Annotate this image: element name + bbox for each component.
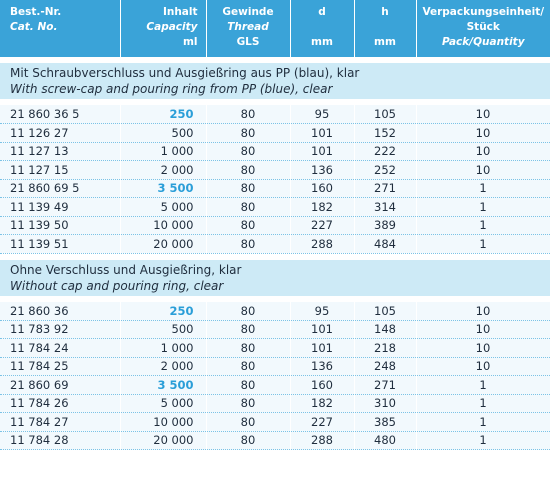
cell-thread: 80 [206,376,290,395]
cell-cat-no: 11 139 50 [0,216,120,235]
table-row [0,198,550,217]
cell-thread: 80 [206,431,290,450]
table-row [0,105,550,124]
cell-pack: 10 [416,161,550,180]
cell-thread: 80 [206,161,290,180]
table-body [0,57,550,450]
table-row [0,357,550,376]
header-pack-de: Verpackungseinheit/ [422,6,545,18]
cell-capacity: 20 000 [120,235,206,254]
section-title-en: Without cap and pouring ring, clear [10,278,224,293]
cell-cat-no: 21 860 36 5 [0,105,120,124]
table-row [0,161,550,180]
section-header [0,63,550,99]
cell-h: 314 [354,198,416,217]
cell-d: 160 [290,376,354,395]
cell-h: 148 [354,320,416,339]
cell-d: 95 [290,105,354,124]
cell-cat-no: 21 860 69 5 [0,179,120,198]
cell-pack: 10 [416,320,550,339]
cell-h: 271 [354,179,416,198]
section-title [0,63,550,99]
cell-capacity: 1 000 [120,142,206,161]
cell-h: 389 [354,216,416,235]
header-d-unit: mm [311,36,333,48]
table-row [0,124,550,143]
cell-h: 218 [354,339,416,358]
table-row [0,142,550,161]
cell-cat-no: 11 127 13 [0,142,120,161]
cell-d: 288 [290,431,354,450]
section-title-en: With screw-cap and pouring ring from PP (blue), clear [10,82,333,96]
header-capacity-unit: ml [182,36,198,48]
cell-pack: 1 [416,198,550,217]
header-d-label: d [318,6,326,18]
cell-capacity: 2 000 [120,357,206,376]
header-capacity-en: Capacity [146,21,198,33]
cell-h: 480 [354,431,416,450]
header-pack [416,0,550,57]
cell-d: 101 [290,142,354,161]
cell-d: 95 [290,302,354,321]
cell-capacity: 500 [120,320,206,339]
cell-h: 271 [354,376,416,395]
cell-cat-no: 11 784 27 [0,413,120,432]
table-row [0,302,550,321]
table-header [0,0,550,57]
cell-h: 222 [354,142,416,161]
section-title [0,260,550,296]
cell-pack: 10 [416,339,550,358]
header-thread [206,0,290,57]
section-title-de: Mit Schraubverschluss und Ausgießring aus PP (blau), klar [10,66,360,80]
cell-capacity: 5 000 [120,394,206,413]
cell-pack: 1 [416,413,550,432]
cell-cat-no: 11 783 92 [0,320,120,339]
cell-cat-no: 11 784 25 [0,357,120,376]
table-row [0,320,550,339]
cell-d: 101 [290,320,354,339]
cell-thread: 80 [206,235,290,254]
cell-h: 152 [354,124,416,143]
cell-thread: 80 [206,302,290,321]
cell-cat-no: 11 139 49 [0,198,120,217]
header-pack-en: Pack/Quantity [441,36,525,48]
cell-d: 182 [290,394,354,413]
cell-capacity: 1 000 [120,339,206,358]
cell-pack: 10 [416,105,550,124]
table-row [0,216,550,235]
table-row [0,339,550,358]
table-row [0,413,550,432]
header-thread-unit: GLS [236,36,260,48]
cell-cat-no: 11 784 24 [0,339,120,358]
cell-cat-no: 11 139 51 [0,235,120,254]
cell-thread: 80 [206,179,290,198]
cell-thread: 80 [206,320,290,339]
cell-h: 385 [354,413,416,432]
cell-cat-no: 11 784 26 [0,394,120,413]
header-h-unit: mm [374,36,396,48]
cell-capacity: 2 000 [120,161,206,180]
cell-pack: 10 [416,142,550,161]
section-header [0,260,550,296]
cell-capacity: 5 000 [120,198,206,217]
cell-d: 288 [290,235,354,254]
header-capacity-de: Inhalt [162,6,198,18]
cell-pack: 1 [416,179,550,198]
table-row [0,179,550,198]
header-cat-no [0,0,120,57]
cell-pack: 10 [416,357,550,376]
cell-thread: 80 [206,198,290,217]
header-h [354,0,416,57]
header-cat-de: Best.-Nr. [10,6,62,18]
cell-thread: 80 [206,124,290,143]
header-thread-en: Thread [227,21,269,33]
cell-d: 182 [290,198,354,217]
cell-thread: 80 [206,357,290,376]
cell-thread: 80 [206,105,290,124]
cell-pack: 10 [416,124,550,143]
cell-h: 105 [354,302,416,321]
cell-pack: 1 [416,394,550,413]
cell-thread: 80 [206,216,290,235]
cell-thread: 80 [206,394,290,413]
cell-h: 248 [354,357,416,376]
cell-h: 310 [354,394,416,413]
cell-cat-no: 11 784 28 [0,431,120,450]
header-h-label: h [381,6,389,18]
cell-thread: 80 [206,339,290,358]
cell-pack: 1 [416,376,550,395]
cell-thread: 80 [206,413,290,432]
cell-cat-no: 21 860 36 [0,302,120,321]
header-capacity [120,0,206,57]
table-row [0,376,550,395]
section-title-de: Ohne Verschluss und Ausgießring, klar [10,262,242,277]
cell-capacity: 250 [120,105,206,124]
cell-capacity: 3 500 [120,376,206,395]
cell-d: 136 [290,357,354,376]
cell-pack: 1 [416,216,550,235]
cell-capacity: 10 000 [120,216,206,235]
cell-pack: 1 [416,431,550,450]
cell-d: 136 [290,161,354,180]
table-row [0,235,550,254]
cell-thread: 80 [206,142,290,161]
cell-h: 484 [354,235,416,254]
cell-d: 160 [290,179,354,198]
cell-pack: 10 [416,302,550,321]
cell-cat-no: 11 126 27 [0,124,120,143]
table-row [0,431,550,450]
cell-h: 105 [354,105,416,124]
cell-capacity: 250 [120,302,206,321]
cell-capacity: 10 000 [120,413,206,432]
header-d [290,0,354,57]
cell-h: 252 [354,161,416,180]
cell-capacity: 500 [120,124,206,143]
header-pack-de2: Stück [466,21,500,33]
cell-capacity: 3 500 [120,179,206,198]
cell-pack: 1 [416,235,550,254]
header-cat-en: Cat. No. [10,21,58,33]
cell-d: 227 [290,413,354,432]
cell-cat-no: 21 860 69 [0,376,120,395]
cell-d: 101 [290,339,354,358]
cell-d: 227 [290,216,354,235]
header-thread-de: Gewinde [222,6,274,18]
table-row [0,394,550,413]
cell-d: 101 [290,124,354,143]
cell-capacity: 20 000 [120,431,206,450]
cell-cat-no: 11 127 15 [0,161,120,180]
